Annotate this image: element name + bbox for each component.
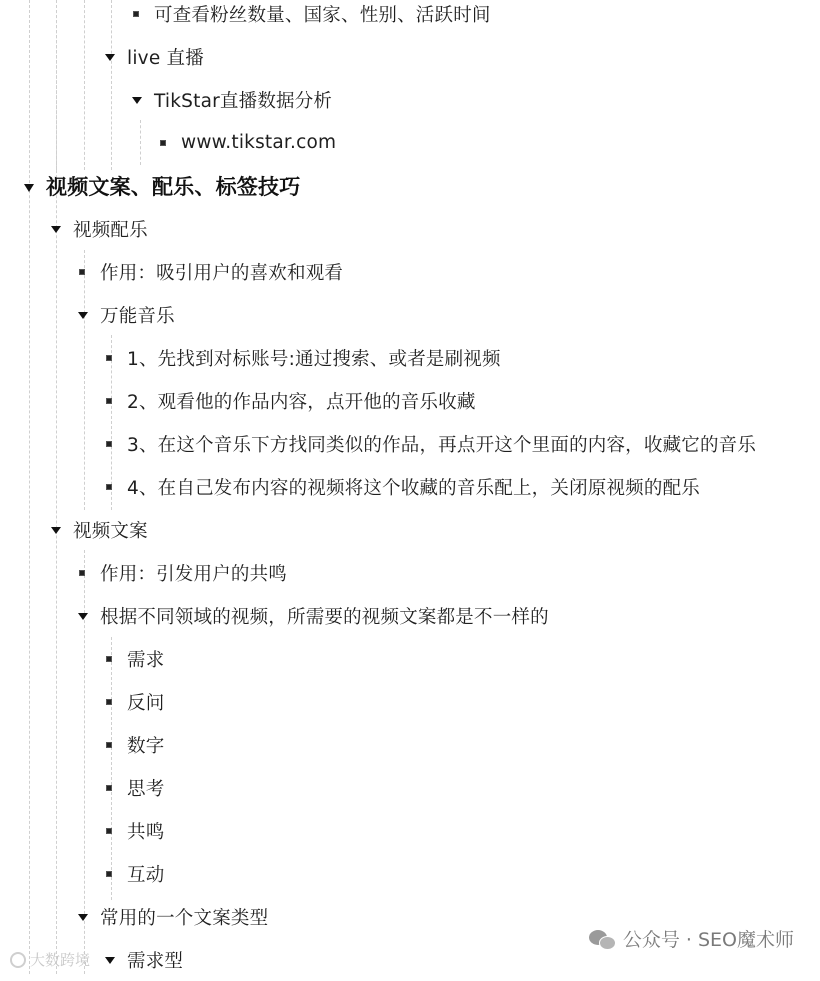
outline-item-text: 互动 [127,864,165,886]
outline-item[interactable] [76,594,549,637]
bullet-square-icon [103,652,117,666]
watermark-text: 公众号 · SEO魔术师 [622,929,794,951]
collapse-triangle-icon[interactable] [76,609,90,623]
outline-item-text: 思考 [127,778,165,800]
indent-guide [111,0,112,170]
bullet-square-icon [157,136,171,150]
outline-item-text: 作用：吸引用户的喜欢和观看 [100,262,344,284]
bullet-square-icon [76,566,90,580]
outline-heading[interactable] [22,164,300,207]
bullet-square-icon [103,480,117,494]
bullet-square-icon [103,394,117,408]
outline-item[interactable] [76,551,287,594]
bullet-square-icon [103,738,117,752]
outline-item-text: 1、先找到对标账号:通过搜索、或者是刷视频 [127,348,501,370]
outline-item-text: 视频配乐 [73,219,148,241]
bullet-square-icon [103,867,117,881]
bullet-square-icon [130,7,144,21]
outline-item-text: 需求 [127,649,165,671]
outline-item[interactable] [103,723,164,766]
corner-watermark [10,949,90,970]
outline-item[interactable] [76,250,343,293]
bullet-square-icon [103,824,117,838]
bullet-square-icon [103,695,117,709]
outline-item[interactable] [130,78,332,121]
brand-logo-icon [10,952,26,968]
outline-item[interactable] [103,336,501,379]
collapse-triangle-icon[interactable] [22,179,36,193]
outline-item-text: 视频文案、配乐、标签技巧 [46,174,301,199]
outline-item[interactable] [103,35,204,78]
wechat-icon [589,928,617,950]
outline-item-text: 需求型 [127,950,184,972]
outline-item-text: 万能音乐 [100,305,175,327]
outline-item-text: 常用的一个文案类型 [100,907,269,929]
collapse-triangle-icon[interactable] [76,308,90,322]
outline-item[interactable] [157,121,336,164]
outline-item-text: 作用：引发用户的共鸣 [100,563,288,585]
collapse-triangle-icon[interactable] [49,523,63,537]
outline-item-text: www.tikstar.com [181,132,337,153]
outline-item[interactable] [49,508,148,551]
outline-item-text: TikStar直播数据分析 [154,90,333,112]
wechat-watermark [589,925,794,952]
outline-item-text: 共鸣 [127,821,165,843]
outline-item-text: 根据不同领域的视频，所需要的视频文案都是不一样的 [100,606,549,628]
outline-item-text: 数字 [127,735,165,757]
outline-item[interactable] [103,422,756,465]
outline-item[interactable] [76,293,175,336]
outline-item[interactable] [103,680,164,723]
indent-guide [29,0,30,974]
outline-item-text: 4、在自己发布内容的视频将这个收藏的音乐配上，关闭原视频的配乐 [127,477,700,499]
outline-item-text: 视频文案 [73,520,148,542]
bullet-square-icon [76,265,90,279]
outline-item-text: 可查看粉丝数量、国家、性别、活跃时间 [154,4,491,26]
collapse-triangle-icon[interactable] [130,93,144,107]
bullet-square-icon [103,781,117,795]
outline-item-text: live 直播 [127,47,204,69]
outline-item-text: 反问 [127,692,165,714]
outline-item[interactable] [103,852,164,895]
outline-item[interactable] [103,938,183,981]
collapse-triangle-icon[interactable] [76,910,90,924]
collapse-triangle-icon[interactable] [49,222,63,236]
collapse-triangle-icon[interactable] [103,50,117,64]
outline-item[interactable] [103,766,164,809]
outline-item[interactable] [49,207,148,250]
outline-item-text: 3、在这个音乐下方找同类似的作品，再点开这个里面的内容，收藏它的音乐 [127,434,757,456]
bullet-square-icon [103,351,117,365]
outline-item[interactable] [130,0,491,35]
corner-watermark-text: 大数跨境 [30,951,91,969]
collapse-triangle-icon[interactable] [103,953,117,967]
outline-item-text: 2、观看他的作品内容，点开他的音乐收藏 [127,391,476,413]
outline-item[interactable] [103,379,476,422]
indent-guide [84,0,85,170]
bullet-square-icon [103,437,117,451]
indent-guide [56,0,57,974]
outline-item[interactable] [103,637,164,680]
outline-item[interactable] [103,809,164,852]
indent-guide [140,120,141,165]
outline-item[interactable] [103,465,700,508]
outline-item[interactable] [76,895,268,938]
